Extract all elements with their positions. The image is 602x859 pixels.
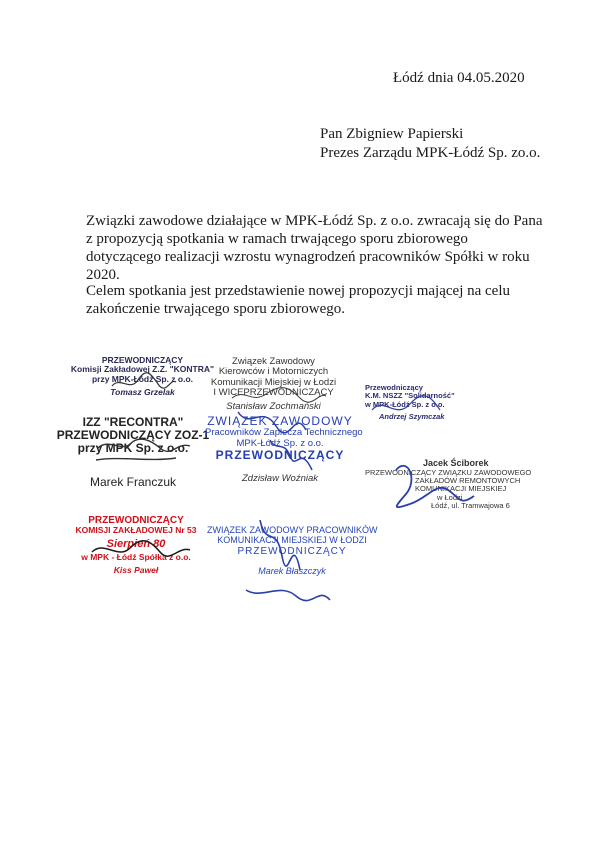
stamp-kontra-line3: przy MPK-Łódź Sp. z o.o.	[91, 373, 194, 384]
stamp-remontowa-line2: ZAKŁADÓW REMONTOWYCH	[415, 476, 521, 486]
stamp-k53	[66, 515, 206, 575]
stamp-solidarnosc-line2: K.M. NSZZ "Solidarność"	[365, 391, 455, 401]
stamp-pracownikow	[207, 526, 377, 577]
stamp-zaplecza	[205, 414, 363, 485]
stamp-solidarnosc-name: Andrzej Szymczak	[379, 411, 445, 421]
stamp-kierowcow-line1: Związek Zawodowy	[232, 356, 315, 367]
stamp-zaplecza-line1: ZWIĄZEK ZAWODOWY	[207, 414, 353, 428]
stamp-kontra-line1: PRZEWODNICZĄCY	[101, 355, 184, 365]
stamp-pracownikow-line3: PRZEWODNICZĄCY	[237, 545, 347, 557]
stamp-kierowcow-line2: Kierowców i Motorniczych	[218, 366, 329, 378]
stamp-remontowa	[365, 459, 565, 510]
stamp-recontra	[38, 416, 228, 489]
stamp-zaplecza-line4: PRZEWODNICZĄCY	[215, 448, 345, 463]
recipient-title: Prezes Zarządu MPK-Łódź Sp. zo.o.	[320, 145, 541, 161]
stamp-remontowa-line1: PRZEWODNICZĄCY ZWIĄZKU ZAWODOWEGO	[365, 467, 532, 477]
stamp-zaplecza-line2: Pracowników Zaplecza Technicznego	[205, 427, 363, 439]
recipient-name: Pan Zbigniew Papierski	[320, 126, 464, 142]
stamp-kontra-line2: Komisji Zakładowej Z.Z. "KONTRA"	[70, 364, 215, 375]
stamp-k53-name: Kiss Paweł	[113, 564, 159, 575]
stamp-recontra-line2: PRZEWODNICZĄCY ZOZ-1	[56, 428, 210, 443]
stamp-solidarnosc	[365, 384, 485, 421]
stamp-kierowcow-name: Stanisław Zochmański	[226, 400, 321, 412]
stamp-kontra-name: Tomasz Grzelak	[110, 387, 175, 398]
stamp-zaplecza-line3: MPK-Łódź Sp. z o.o.	[236, 437, 324, 449]
stamp-solidarnosc-line1: Przewodniczący	[365, 383, 423, 392]
stamp-zaplecza-name: Zdzisław Woźniak	[241, 473, 319, 485]
stamp-remontowa-line3: KOMUNIKACJI MIEJSKIEJ	[415, 484, 507, 494]
date-line: Łódź dnia 04.05.2020	[393, 70, 525, 86]
stamp-remontowa-line5: Łódź, ul. Tramwajowa 6	[431, 500, 510, 510]
stamp-k53-line4: w MPK - Łódź Spółka z o.o.	[81, 552, 191, 563]
stamp-kierowcow-line3: Komunikacji Miejskiej w Łodzi	[210, 376, 337, 388]
stamp-k53-line3: Sierpień 80	[106, 538, 166, 551]
paragraph-2: Celem spotkania jest przedstawienie nowej propozycji mającej na celu zakończenie trwającego sporu zbiorowego.	[86, 283, 511, 317]
stamp-recontra-name: Marek Franczuk	[89, 474, 177, 489]
stamp-kierowcow	[186, 357, 361, 412]
stamp-pracownikow-line2: KOMUNIKACJI MIEJSKIEJ W ŁODZI	[217, 534, 367, 545]
stamp-recontra-line3: przy MPK Sp. z o.o.	[77, 441, 189, 456]
stamp-pracownikow-line1: ZWIĄZEK ZAWODOWY PRACOWNIKÓW	[207, 525, 378, 535]
paragraph-1: Związki zawodowe działające w MPK-Łódź Sp. z o.o. zwracają się do Pana z propozycją spotkania w ramach trwającego sporu zbiorowego dotyczącego realizacji wzrostu wynagrodzeń pracowników Spółki w roku 2020.	[86, 213, 543, 283]
stamp-remontowa-line4: w Łodzi	[437, 492, 463, 502]
stamp-remontowa-name: Jacek Ściborek	[423, 458, 489, 468]
stamp-k53-line2: KOMISJI ZAKŁADOWEJ Nr 53	[75, 525, 197, 535]
stamp-pracownikow-name: Marek Błaszczyk	[258, 565, 326, 576]
stamp-k53-line1: PRZEWODNICZĄCY	[88, 515, 184, 526]
stamp-recontra-line1: IZZ "RECONTRA"	[82, 415, 184, 429]
stamp-kierowcow-line4: I WICEPRZEWODNICZĄCY	[213, 387, 334, 399]
stamp-solidarnosc-line3: w MPK-Łódź Sp. z o.o.	[365, 399, 445, 409]
